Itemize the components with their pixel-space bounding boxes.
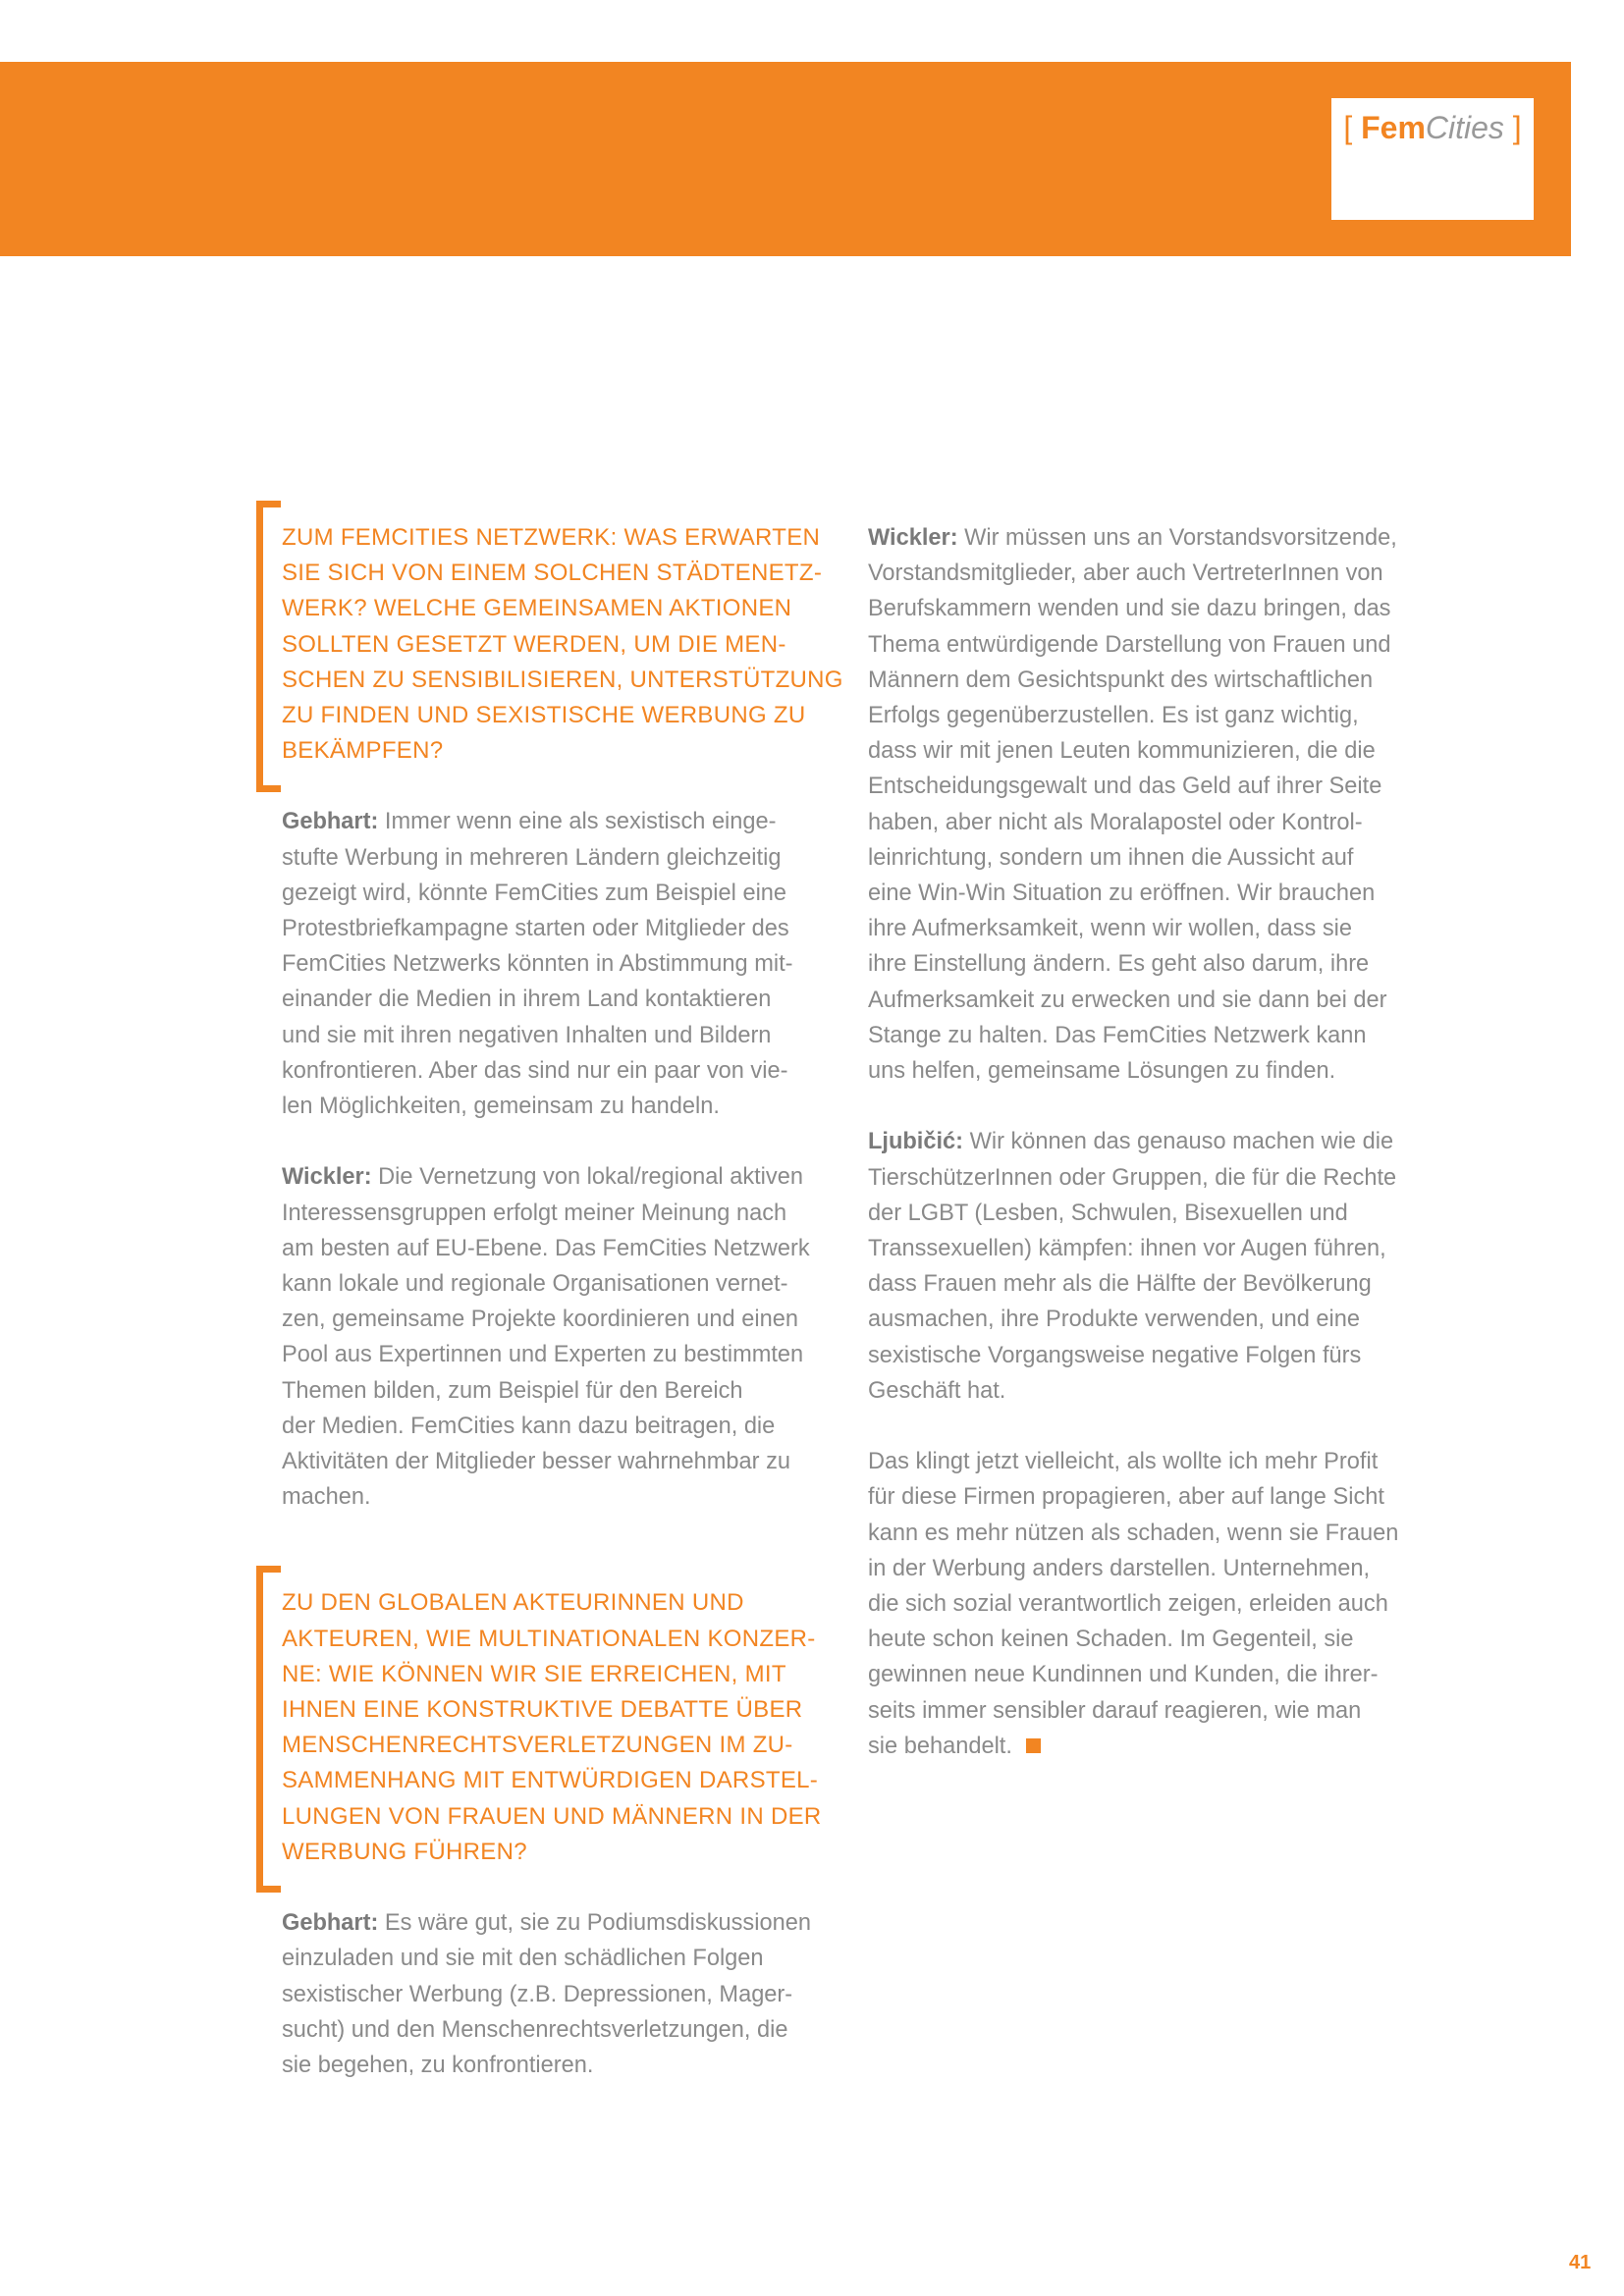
answer-line: eine Win-Win Situation zu eröffnen. Wir brauchen [868,881,1376,907]
speaker-name: Gebhart: [282,809,379,835]
logo-text [1341,110,1524,146]
answer-line: Themen bilden, zum Beispiel für den Bereich [282,1377,743,1404]
question-line: SCHEN ZU SENSIBILISIEREN, UNTERSTÜTZUNG [282,666,843,693]
question-line: ZU FINDEN UND SEXISTISCHE WERBUNG ZU [282,702,806,729]
logo-bracket-open: [ [1343,110,1353,145]
answer-line: sucht) und den Menschenrechtsverletzungen, die [282,2016,788,2043]
answer-line [868,520,1428,556]
answer-line: TierschützerInnen oder Gruppen, die für die Rechte [868,1164,1397,1191]
page-number: 41 [1569,2252,1592,2273]
answer-line: dass Frauen mehr als die Hälfte der Bevölkerung [868,1271,1372,1298]
answer-line: uns helfen, gemeinsame Lösungen zu finden. [868,1058,1336,1085]
question-femcities-network [282,520,843,769]
answer-line: ausmachen, ihre Produkte verwenden, und eine [868,1307,1361,1333]
closing-line: kann es mehr nützen als schaden, wenn sie Frauen [868,1520,1399,1546]
answer-line: sexistischer Werbung (z.B. Depressionen, Mager- [282,1981,793,2007]
right-column [868,520,1428,1799]
answer-line: konfrontieren. Aber das sind nur ein paar von vie- [282,1057,788,1084]
answer-line: gezeigt wird, könnte FemCities zum Beispiel eine [282,880,787,906]
question-line: IHNEN EINE KONSTRUKTIVE DEBATTE ÜBER [282,1696,803,1724]
closing-line: heute schon keinen Schaden. Im Gegenteil, sie [868,1627,1354,1653]
answer-line: zen, gemeinsame Projekte koordinieren und einen [282,1307,798,1333]
speaker-name: Gebhart: [282,1910,379,1937]
question-line: ZUM FEMCITIES NETZWERK: WAS ERWARTEN [282,524,821,551]
end-mark-icon [1026,1738,1041,1753]
question-line: MENSCHENRECHTSVERLETZUNGEN IM ZU- [282,1732,793,1759]
answer-line: haben, aber nicht als Moralapostel oder Kontrol- [868,809,1363,835]
answer-line [282,804,837,839]
answer-line: machen. [282,1484,371,1511]
answer-line: Stange zu halten. Das FemCities Netzwerk kann [868,1022,1367,1048]
closing-line: für diese Firmen propagieren, aber auf lange Sicht [868,1484,1384,1511]
logo-cities: Cities [1425,110,1504,145]
answer-line: ihre Einstellung ändern. Es geht also darum, ihre [868,951,1370,978]
answer-line: Aufmerksamkeit zu erwecken und sie dann bei der [868,987,1387,1013]
answer-line [282,1905,837,1941]
closing-line: gewinnen neue Kundinnen und Kunden, die ihrer- [868,1662,1379,1688]
answer-line: und sie mit ihren negativen Inhalten und Bildern [282,1022,772,1048]
answer-line: Protestbriefkampagne starten oder Mitglieder des [282,916,789,942]
answer-line: leinrichtung, sondern um ihnen die Aussicht auf [868,844,1354,871]
closing-line: Das klingt jetzt vielleicht, als wollte ich mehr Profit [868,1449,1379,1475]
closing-line: in der Werbung anders darstellen. Unternehmen, [868,1555,1371,1581]
answer-line: FemCities Netzwerks könnten in Abstimmung mit- [282,951,793,978]
answer-text: Es wäre gut, sie zu Podiumsdiskussionen [378,1910,811,1937]
closing-paragraph [868,1444,1428,1764]
question-line: LUNGEN VON FRAUEN UND MÄNNERN IN DER [282,1802,822,1830]
logo-fem: Fem [1361,110,1426,145]
answer-ljubicic [868,1124,1428,1409]
question-bracket [256,501,281,792]
answer-wickler-2 [868,520,1428,1089]
answer-line [282,1159,837,1195]
answer-line: Erfolgs gegenüberzustellen. Es ist ganz wichtig, [868,703,1359,729]
answer-line: Berufskammern wenden und sie dazu bringen, das [868,596,1391,622]
answer-gebhart-1 [282,804,837,1124]
speaker-name: Ljubičić: [868,1129,964,1155]
answer-line: Entscheidungsgewalt und das Geld auf ihrer Seite [868,774,1382,800]
closing-text: sie behandelt. [868,1733,1012,1759]
answer-line: Pool aus Expertinnen und Experten zu bestimmten [282,1342,804,1368]
answer-line: kann lokale und regionale Organisationen vernet- [282,1271,788,1298]
answer-line: Vorstandsmitglieder, aber auch VertreterInnen von [868,561,1383,587]
answer-line: am besten auf EU-Ebene. Das FemCities Netzwerk [282,1235,810,1261]
closing-last-line [868,1729,1428,1764]
question-line: BEKÄMPFEN? [282,737,444,765]
answer-wickler-1 [282,1159,837,1515]
speaker-name: Wickler: [868,525,958,551]
closing-line: die sich sozial verantwortlich zeigen, erleiden auch [868,1591,1388,1618]
answer-line: len Möglichkeiten, gemeinsam zu handeln. [282,1094,720,1120]
speaker-name: Wickler: [282,1164,372,1191]
answer-line: dass wir mit jenen Leuten kommunizieren, die die [868,738,1376,765]
answer-line: der Medien. FemCities kann dazu beitragen, die [282,1413,776,1439]
logo-bracket-close: ] [1512,110,1522,145]
answer-line: sie begehen, zu konfrontieren. [282,2052,594,2078]
answer-line: Transsexuellen) kämpfen: ihnen vor Augen führen, [868,1236,1386,1262]
answer-line: Interessensgruppen erfolgt meiner Meinung nach [282,1200,787,1226]
question-line: SOLLTEN GESETZT WERDEN, UM DIE MEN- [282,630,786,658]
question-line: NE: WIE KÖNNEN WIR SIE ERREICHEN, MIT [282,1660,786,1687]
answer-line: einander die Medien in ihrem Land kontaktieren [282,987,772,1013]
answer-line: sexistische Vorgangsweise negative Folgen fürs [868,1342,1362,1368]
femcities-logo [1331,98,1534,220]
answer-text: Immer wenn eine als sexistisch einge- [378,809,777,835]
question-line: AKTEUREN, WIE MULTINATIONALEN KONZER- [282,1625,816,1652]
answer-text: Die Vernetzung von lokal/regional aktiven [371,1164,803,1191]
question-line: WERBUNG FÜHREN? [282,1838,527,1865]
question-line: WERK? WELCHE GEMEINSAMEN AKTIONEN [282,595,792,622]
question-line: SAMMENHANG MIT ENTWÜRDIGEN DARSTEL- [282,1767,819,1794]
answer-line [868,1124,1428,1159]
answer-line: ihre Aufmerksamkeit, wenn wir wollen, dass sie [868,916,1353,942]
answer-line: Thema entwürdigende Darstellung von Frauen und [868,631,1391,658]
question-bracket [256,1566,281,1893]
answer-line: einzuladen und sie mit den schädlichen Folgen [282,1946,764,1972]
answer-gebhart-2 [282,1905,837,2083]
answer-text: Wir können das genauso machen wie die [963,1129,1394,1155]
question-line: ZU DEN GLOBALEN AKTEURINNEN UND [282,1589,744,1617]
answer-line: Geschäft hat. [868,1377,1006,1404]
answer-line: der LGBT (Lesben, Schwulen, Bisexuellen und [868,1200,1348,1226]
question-line: SIE SICH VON EINEM SOLCHEN STÄDTENETZ- [282,560,823,587]
answer-line: Männern dem Gesichtspunkt des wirtschaftlichen [868,667,1374,693]
answer-line: stufte Werbung in mehreren Ländern gleichzeitig [282,844,782,871]
left-column [282,520,843,2118]
answer-line: Aktivitäten der Mitglieder besser wahrnehmbar zu [282,1449,790,1475]
closing-line: seits immer sensibler darauf reagieren, wie man [868,1697,1362,1724]
answer-text: Wir müssen uns an Vorstandsvorsitzende, [957,525,1397,551]
question-global-actors [282,1585,837,1870]
